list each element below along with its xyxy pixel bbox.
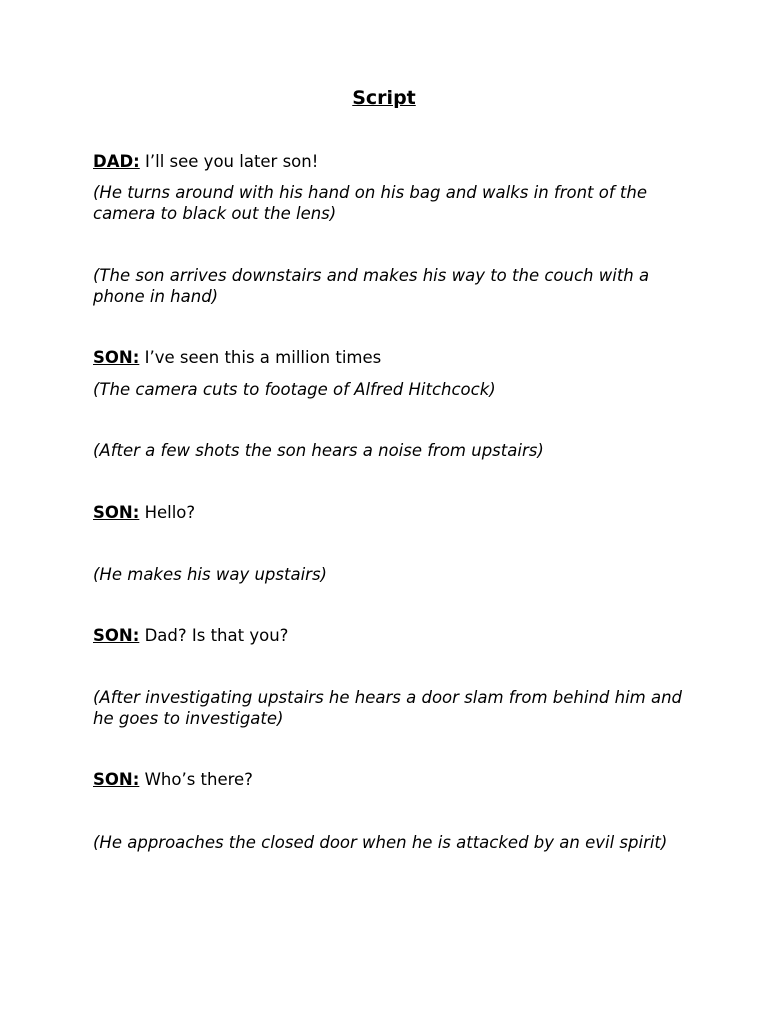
stage-direction: (The son arrives downstairs and makes his way to the couch with a phone in hand)	[93, 266, 650, 306]
dialogue-line	[93, 347, 693, 368]
page-title: Script	[352, 87, 416, 109]
speaker-label: SON:	[93, 503, 140, 522]
dialogue-text: I’ve seen this a million times	[144, 348, 382, 367]
dialogue-text: I’ll see you later son!	[145, 152, 319, 171]
dialogue-line	[93, 769, 693, 790]
speaker-label: SON:	[93, 626, 140, 645]
dialogue-line	[93, 502, 693, 523]
stage-direction: (The camera cuts to footage of Alfred Hitchcock)	[93, 380, 496, 399]
dialogue-text: Who’s there?	[144, 770, 253, 789]
stage-direction: (He turns around with his hand on his bag and walks in front of the camera to black out the lens)	[93, 183, 647, 223]
stage-direction: (He makes his way upstairs)	[93, 565, 327, 584]
stage-direction: (After a few shots the son hears a noise from upstairs)	[93, 441, 544, 460]
speaker-label: SON:	[93, 770, 140, 789]
dialogue-line	[93, 625, 693, 646]
dialogue-line	[93, 151, 693, 172]
stage-direction: (After investigating upstairs he hears a door slam from behind him and he goes to investigate)	[93, 688, 683, 728]
stage-direction: (He approaches the closed door when he is attacked by an evil spirit)	[93, 833, 668, 852]
dialogue-text: Hello?	[144, 503, 196, 522]
speaker-label: SON:	[93, 348, 140, 367]
dialogue-text: Dad? Is that you?	[144, 626, 289, 645]
speaker-label: DAD:	[93, 152, 140, 171]
